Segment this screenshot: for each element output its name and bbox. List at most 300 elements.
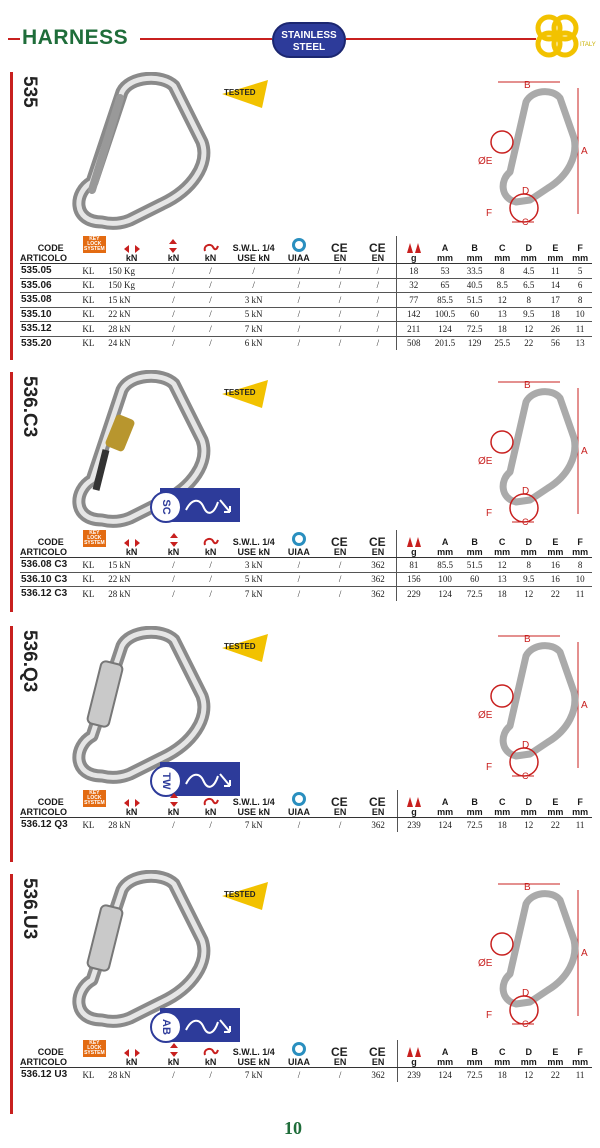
table-cell: KL (81, 264, 107, 279)
table-cell: 77 (397, 293, 430, 308)
gate-open-icon (191, 790, 230, 807)
dim-d-header: D (525, 537, 532, 547)
unit-cell: mm (543, 253, 569, 264)
gate-open-icon (191, 530, 230, 547)
spec-header-row (20, 236, 592, 253)
article-code: 535.12 (20, 322, 81, 337)
section-side-rule (10, 874, 13, 1114)
dim-e-header: E (552, 243, 559, 253)
tested-badge (222, 80, 268, 108)
table-cell: 13 (489, 572, 515, 587)
table-cell: 18 (543, 307, 569, 322)
svg-text:A: A (581, 446, 588, 457)
header-rule-left (8, 38, 20, 40)
table-cell: KL (81, 293, 107, 308)
table-row (20, 1068, 592, 1082)
unit-cell: mm (515, 1057, 543, 1068)
unit-cell: kN (156, 253, 191, 264)
table-cell: 12 (489, 558, 515, 573)
unit-cell: USE kN (230, 547, 277, 558)
unit-cell: ARTICOLO (20, 253, 81, 264)
table-cell: / (360, 336, 397, 350)
svg-text:F: F (486, 508, 493, 519)
svg-text:CE: CE (331, 1045, 348, 1057)
dim-e-header: E (552, 797, 559, 807)
table-cell: 508 (397, 336, 430, 350)
table-cell: 72.5 (460, 1068, 490, 1082)
table-cell: 3 kN (230, 293, 277, 308)
table-cell: 7 kN (230, 322, 277, 337)
tested-label: TESTED (224, 388, 256, 397)
svg-text:A: A (581, 700, 588, 711)
table-cell: 24 kN (107, 336, 156, 350)
spec-table (20, 530, 592, 601)
table-row (20, 336, 592, 350)
table-cell: 362 (360, 587, 397, 601)
table-cell: 65 (430, 278, 460, 293)
table-cell: 32 (397, 278, 430, 293)
tested-label: TESTED (224, 642, 256, 651)
unit-cell (81, 1057, 107, 1068)
weight-icon (397, 236, 430, 253)
unit-cell: mm (568, 1057, 592, 1068)
table-cell: / (277, 1068, 320, 1082)
table-cell: 362 (360, 818, 397, 832)
key-lock-icon: KEY LOCK SYSTEM (84, 530, 105, 546)
minor-axis-icon (156, 530, 191, 547)
table-cell: / (277, 264, 320, 279)
ce-en-icon (321, 1040, 360, 1057)
table-cell: 229 (397, 587, 430, 601)
code-header: CODE (37, 1047, 64, 1057)
minor-axis-icon (156, 790, 191, 807)
dimension-diagram (478, 76, 590, 226)
table-cell: 5 (568, 264, 592, 279)
table-cell: 362 (360, 572, 397, 587)
table-cell: KL (81, 587, 107, 601)
table-cell: 72.5 (460, 322, 490, 337)
dim-c-header: C (498, 537, 506, 547)
table-cell: / (360, 293, 397, 308)
dim-b: B (524, 634, 531, 645)
dim-b: B (524, 882, 531, 893)
article-code: 536.12 C3 (20, 587, 81, 601)
table-cell: / (191, 264, 230, 279)
table-cell: / (360, 322, 397, 337)
table-cell: 51.5 (460, 293, 490, 308)
table-cell: 9.5 (515, 572, 543, 587)
major-axis-icon (107, 1040, 156, 1057)
unit-cell: kN (191, 1057, 230, 1068)
svg-text:CE: CE (369, 795, 386, 807)
table-cell: 18 (397, 264, 430, 279)
unit-cell (81, 547, 107, 558)
table-cell: 22 (543, 1068, 569, 1082)
dim-b-header: B (471, 797, 478, 807)
key-lock-icon: KEY LOCK SYSTEM (84, 236, 105, 252)
table-cell: / (156, 336, 191, 350)
header-rule (140, 38, 272, 40)
unit-cell: mm (489, 1057, 515, 1068)
gate-open-icon (191, 1040, 230, 1057)
table-cell: 28 kN (107, 587, 156, 601)
svg-text:ØE: ØE (478, 710, 493, 721)
article-code: 536.12 U3 (20, 1068, 81, 1082)
table-row (20, 264, 592, 279)
unit-cell: mm (430, 253, 460, 264)
ce-en-icon (320, 236, 359, 253)
key-lock-icon: KEY LOCK SYSTEM (84, 790, 105, 806)
dim-b-header: B (471, 537, 478, 547)
unit-cell: USE kN (230, 253, 277, 264)
table-cell: / (156, 558, 191, 573)
table-cell: / (230, 264, 277, 279)
table-cell: / (156, 587, 191, 601)
table-cell: / (156, 572, 191, 587)
table-cell: / (320, 293, 359, 308)
section-side-rule (10, 626, 13, 862)
table-cell: 239 (397, 1068, 430, 1082)
svg-text:ØE: ØE (478, 456, 493, 467)
unit-cell: EN (360, 547, 397, 558)
code-header: CODE (37, 243, 64, 253)
unit-cell: kN (191, 807, 230, 818)
table-cell: 11 (568, 818, 592, 832)
ce-en-icon (321, 790, 360, 807)
table-cell: 124 (430, 1068, 459, 1082)
table-cell: 85.5 (430, 558, 460, 573)
table-cell: 11 (568, 587, 592, 601)
unit-cell: kN (107, 547, 156, 558)
table-cell: 156 (397, 572, 430, 587)
table-cell: 8 (568, 293, 592, 308)
table-cell: / (156, 278, 191, 293)
ce-en-icon-2 (360, 790, 397, 807)
unit-cell: g (397, 253, 430, 264)
unit-cell: EN (320, 253, 359, 264)
unit-cell: USE kN (230, 1057, 277, 1068)
gate-lock-code: SC (150, 491, 182, 523)
table-cell: 53 (430, 264, 460, 279)
table-cell: 239 (397, 818, 430, 832)
table-cell: / (360, 278, 397, 293)
unit-cell: g (397, 547, 430, 558)
svg-text:F: F (486, 1010, 493, 1021)
dim-c-header: C (498, 1047, 506, 1057)
code-header: CODE (37, 537, 64, 547)
table-cell: / (191, 572, 230, 587)
unit-cell: mm (543, 1057, 569, 1068)
spec-unit-row (20, 1057, 592, 1068)
table-cell: 4.5 (515, 264, 543, 279)
dim-a-header: A (441, 243, 449, 253)
table-cell: 8 (515, 558, 543, 573)
table-cell: 124 (430, 322, 460, 337)
table-cell: / (277, 818, 320, 832)
code-header: CODE (37, 797, 64, 807)
unit-cell: ARTICOLO (20, 807, 81, 818)
table-cell: 18 (489, 322, 515, 337)
table-cell: 100 (430, 572, 460, 587)
spec-unit-row (20, 807, 592, 818)
table-cell: 18 (489, 1068, 515, 1082)
unit-cell: kN (107, 807, 156, 818)
table-cell: 72.5 (460, 587, 490, 601)
dim-a-header: A (441, 797, 449, 807)
dim-a-header: A (441, 537, 449, 547)
table-cell: 60 (460, 572, 490, 587)
table-cell: 72.5 (460, 818, 490, 832)
table-cell: 16 (543, 572, 569, 587)
dim-e-header: E (552, 1047, 559, 1057)
table-cell: KL (81, 1068, 107, 1082)
tested-label: TESTED (224, 890, 256, 899)
unit-cell: EN (360, 253, 397, 264)
key-lock-icon: KEY LOCK SYSTEM (84, 1040, 105, 1056)
major-axis-icon (107, 790, 156, 807)
table-cell: 124 (430, 818, 459, 832)
dim-d-header: D (525, 797, 533, 807)
badge-line-1: STAINLESS (281, 30, 337, 41)
table-cell: / (320, 322, 359, 337)
svg-text:ØE: ØE (478, 156, 493, 167)
table-cell: / (191, 558, 230, 573)
unit-cell: UIAA (277, 253, 320, 264)
spec-unit-row (20, 253, 592, 264)
table-cell: 26 (543, 322, 569, 337)
header-rule-right (346, 38, 536, 40)
ce-en-icon-2 (360, 530, 397, 547)
table-cell: / (191, 307, 230, 322)
unit-cell: g (397, 1057, 430, 1068)
unit-cell: mm (460, 547, 490, 558)
table-cell: / (191, 278, 230, 293)
table-cell: / (321, 572, 360, 587)
unit-cell: mm (543, 807, 569, 818)
major-axis-icon (107, 530, 156, 547)
table-cell: 33.5 (460, 264, 490, 279)
svg-text:D: D (522, 740, 530, 751)
unit-cell: EN (321, 547, 360, 558)
table-cell: / (321, 558, 360, 573)
unit-cell: EN (321, 1057, 360, 1068)
unit-cell: mm (568, 807, 592, 818)
gate-lock-badge (160, 488, 240, 522)
svg-text:CE: CE (369, 1045, 386, 1057)
table-cell: 28 kN (107, 818, 156, 832)
table-cell: 211 (397, 322, 430, 337)
stainless-steel-badge (272, 22, 346, 58)
product-code-vertical: 536.C3 (19, 376, 40, 438)
unit-cell: mm (568, 547, 592, 558)
table-cell: 22 (543, 818, 569, 832)
table-cell: 142 (397, 307, 430, 322)
unit-cell: mm (430, 807, 459, 818)
table-cell: 10 (568, 307, 592, 322)
table-cell: 6 kN (230, 336, 277, 350)
article-code: 535.05 (20, 264, 81, 279)
table-cell: 5 kN (230, 572, 277, 587)
table-cell: / (191, 1068, 230, 1082)
table-cell: / (191, 293, 230, 308)
unit-cell: mm (515, 547, 543, 558)
table-cell: / (191, 587, 230, 601)
svg-text:CE: CE (331, 795, 348, 807)
table-cell: / (277, 572, 320, 587)
spec-header-row (20, 1040, 592, 1057)
table-cell: KL (81, 818, 107, 832)
table-cell: / (156, 293, 191, 308)
table-cell: 3 kN (230, 558, 277, 573)
table-cell: / (277, 336, 320, 350)
table-cell: / (230, 278, 277, 293)
table-cell: 362 (360, 1068, 397, 1082)
table-cell: 150 Kg (107, 264, 156, 279)
unit-cell: mm (489, 547, 515, 558)
table-cell: 5 kN (230, 307, 277, 322)
svg-text:CE: CE (330, 241, 348, 253)
table-cell: / (191, 322, 230, 337)
unit-cell (81, 253, 107, 264)
table-cell: 28 kN (107, 322, 156, 337)
table-row (20, 587, 592, 601)
table-cell: KL (81, 278, 107, 293)
spec-table (20, 790, 592, 832)
gate-lock-code: TW (150, 765, 182, 797)
gate-lock-badge (160, 1008, 240, 1042)
spec-unit-row (20, 547, 592, 558)
unit-cell: mm (460, 253, 490, 264)
dim-f-header: F (577, 797, 583, 807)
table-row (20, 322, 592, 337)
unit-cell: mm (460, 1057, 490, 1068)
logo-subtext: ITALY (580, 42, 596, 48)
unit-cell: mm (460, 807, 490, 818)
uiaa-icon (277, 530, 320, 547)
table-cell: KL (81, 558, 107, 573)
dim-d-header: D (525, 243, 533, 253)
tested-label: TESTED (224, 88, 256, 97)
unit-cell: mm (543, 547, 569, 558)
spec-table (20, 1040, 592, 1082)
tested-badge (222, 634, 268, 662)
table-cell: 22 (515, 336, 543, 350)
ce-en-icon-2 (360, 236, 397, 253)
table-cell: 81 (397, 558, 430, 573)
table-cell: / (277, 293, 320, 308)
table-cell: 13 (489, 307, 515, 322)
table-cell: / (360, 307, 397, 322)
badge-line-2: STEEL (292, 42, 326, 53)
gate-open-icon (191, 236, 230, 253)
svg-text:CE: CE (368, 241, 386, 253)
table-cell: 18 (489, 818, 515, 832)
unit-cell: mm (515, 253, 543, 264)
unit-cell: kN (191, 547, 230, 558)
spec-header-row (20, 790, 592, 807)
table-cell: 12 (515, 818, 543, 832)
table-cell: / (156, 264, 191, 279)
table-cell: / (320, 336, 359, 350)
table-cell: 100.5 (430, 307, 460, 322)
article-code: 536.08 C3 (20, 558, 81, 573)
unit-cell: kN (107, 253, 156, 264)
unit-cell: mm (489, 253, 515, 264)
table-cell: / (320, 278, 359, 293)
table-cell: / (156, 322, 191, 337)
unit-cell: kN (107, 1057, 156, 1068)
table-cell: / (191, 818, 230, 832)
table-cell: / (321, 1068, 360, 1082)
table-cell: KL (81, 307, 107, 322)
table-cell: 11 (568, 1068, 592, 1082)
weight-icon (397, 530, 430, 547)
tested-badge (222, 882, 268, 910)
swl-header: S.W.L. 1/4 (232, 797, 275, 807)
section-title: HARNESS (22, 26, 129, 49)
unit-cell: mm (489, 807, 515, 818)
table-cell: 6.5 (515, 278, 543, 293)
table-row (20, 558, 592, 573)
minor-axis-icon (156, 1040, 191, 1057)
article-code: 536.12 Q3 (20, 818, 81, 832)
table-cell: 7 kN (230, 818, 277, 832)
dim-b-header: B (471, 1047, 478, 1057)
svg-text:CE: CE (369, 535, 386, 547)
ce-en-icon-2 (360, 1040, 397, 1057)
table-cell: 10 (568, 572, 592, 587)
table-cell: 60 (460, 307, 490, 322)
table-row (20, 572, 592, 587)
table-cell: / (320, 307, 359, 322)
table-cell: 22 kN (107, 307, 156, 322)
dim-f-header: F (577, 537, 583, 547)
product-code-vertical: 536.Q3 (19, 630, 40, 693)
table-cell: / (277, 587, 320, 601)
table-cell: 18 (489, 587, 515, 601)
dim-d-header: D (525, 1047, 533, 1057)
unit-cell: mm (568, 253, 592, 264)
svg-text:C: C (522, 1019, 529, 1028)
table-cell: 124 (430, 587, 460, 601)
table-cell: 15 kN (107, 293, 156, 308)
table-row (20, 307, 592, 322)
table-cell: 85.5 (430, 293, 460, 308)
table-cell: / (360, 264, 397, 279)
table-cell: KL (81, 322, 107, 337)
weight-icon (397, 790, 430, 807)
swl-header: S.W.L. 1/4 (232, 1047, 275, 1057)
table-cell: 9.5 (515, 307, 543, 322)
ce-en-icon (321, 530, 360, 547)
table-cell: / (156, 1068, 191, 1082)
table-cell: 8 (515, 293, 543, 308)
table-cell: / (277, 322, 320, 337)
section-side-rule (10, 372, 13, 612)
unit-cell (81, 807, 107, 818)
table-cell: 8 (568, 558, 592, 573)
table-row (20, 293, 592, 308)
table-cell: 201.5 (430, 336, 460, 350)
unit-cell: UIAA (277, 547, 320, 558)
spec-header-row (20, 530, 592, 547)
uiaa-icon (277, 790, 320, 807)
table-cell: 51.5 (460, 558, 490, 573)
swl-header: S.W.L. 1/4 (232, 537, 275, 547)
table-cell: 22 (543, 587, 569, 601)
swl-header: S.W.L. 1/4 (232, 243, 275, 253)
svg-text:A: A (581, 948, 588, 959)
